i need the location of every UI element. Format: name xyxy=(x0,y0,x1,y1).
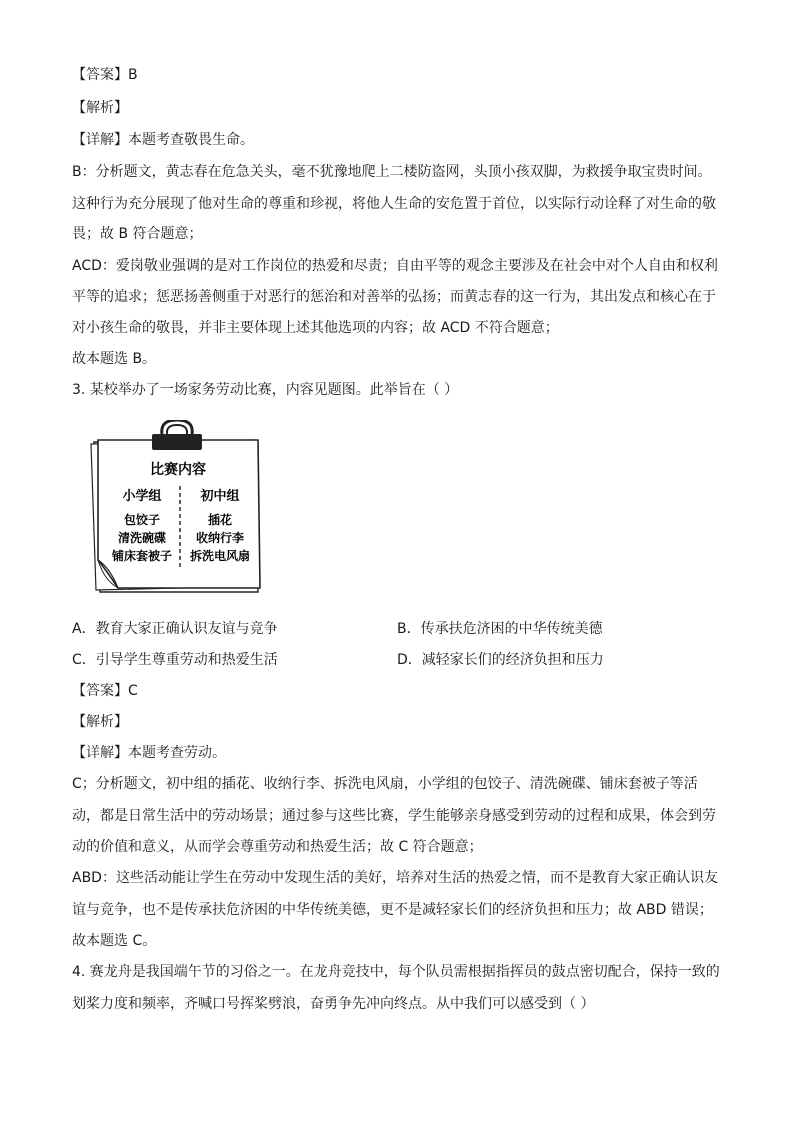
conclusion-line: 故本题选 B。 xyxy=(72,351,157,367)
paragraph-line: 谊与竞争，也不是传承扶危济困的中华传统美德，更不是减轻家长们的经济负担和压力；故 ABD 错误； xyxy=(72,902,713,918)
competition-content-figure xyxy=(88,420,268,600)
primary-item: 包饺子 xyxy=(123,513,161,527)
analysis-label: 【解析】 xyxy=(72,100,128,116)
junior-item: 插花 xyxy=(207,513,233,527)
paragraph-line: 动的价值和意义，从而学会尊重劳动和热爱生活；故 C 符合题意； xyxy=(72,839,483,855)
junior-group-head: 初中组 xyxy=(200,489,240,504)
primary-group-head: 小学组 xyxy=(122,489,162,504)
conclusion-line: 故本题选 C。 xyxy=(72,933,157,949)
clipboard-paper-illustration xyxy=(88,420,268,600)
paragraph-line: ABD：这些活动能让学生在劳动中发现生活的美好，培养对生活的热爱之情，而不是教育大家正确认识友 xyxy=(72,870,718,886)
figure-title: 比赛内容 xyxy=(150,462,206,478)
question-stem: 3. 某校举办了一场家务劳动比赛，内容见题图。此举旨在（ ） xyxy=(72,382,459,398)
paragraph-line: 对小孩生命的敬畏，并非主要体现上述其他选项的内容；故 ACD 不符合题意； xyxy=(72,320,559,336)
option-a: A．教育大家正确认识友谊与竞争 xyxy=(72,621,278,637)
answer-label: 【答案】B xyxy=(72,67,138,83)
answer-label: 【答案】C xyxy=(72,683,138,699)
option-b: B．传承扶危济困的中华传统美德 xyxy=(397,621,603,637)
paragraph-line: B：分析题文，黄志春在危急关头，毫不犹豫地爬上二楼防盗网，头顶小孩双脚，为救援争取宝贵时间。 xyxy=(72,164,712,180)
paragraph-line: 平等的追求；惩恶扬善侧重于对恶行的惩治和对善举的弘扬；而黄志春的这一行为，其出发点和核心在于 xyxy=(72,289,716,305)
option-d: D．减轻家长们的经济负担和压力 xyxy=(397,652,604,668)
question-stem: 划桨力度和频率，齐喊口号挥桨劈浪，奋勇争先冲向终点。从中我们可以感受到（ ） xyxy=(72,996,595,1012)
option-c: C．引导学生尊重劳动和热爱生活 xyxy=(72,652,278,668)
detail-line: 【详解】本题考查敬畏生命。 xyxy=(72,132,254,148)
paragraph-line: 这种行为充分展现了他对生命的尊重和珍视，将他人生命的安危置于首位，以实际行动诠释了对生命的敬 xyxy=(72,196,716,212)
paragraph-line: C；分析题文，初中组的插花、收纳行李、拆洗电风扇，小学组的包饺子、清洗碗碟、铺床套被子等活 xyxy=(72,776,698,792)
paragraph-line: ACD：爱岗敬业强调的是对工作岗位的热爱和尽责；自由平等的观念主要涉及在社会中对个人自由和权利 xyxy=(72,258,718,274)
analysis-label: 【解析】 xyxy=(72,714,128,730)
junior-item: 收纳行李 xyxy=(195,531,245,545)
paragraph-line: 动，都是日常生活中的劳动场景；通过参与这些比赛，学生能够亲身感受到劳动的过程和成果，体会到劳 xyxy=(72,808,716,824)
question-stem: 4. 赛龙舟是我国端午节的习俗之一。在龙舟竞技中，每个队员需根据指挥员的鼓点密切配合，保持一致的 xyxy=(72,964,720,980)
primary-item: 清洗碗碟 xyxy=(117,531,167,545)
detail-line: 【详解】本题考查劳动。 xyxy=(72,745,226,761)
junior-item: 拆洗电风扇 xyxy=(189,549,251,563)
paragraph-line: 畏；故 B 符合题意； xyxy=(72,226,203,242)
primary-item: 铺床套被子 xyxy=(111,549,173,563)
